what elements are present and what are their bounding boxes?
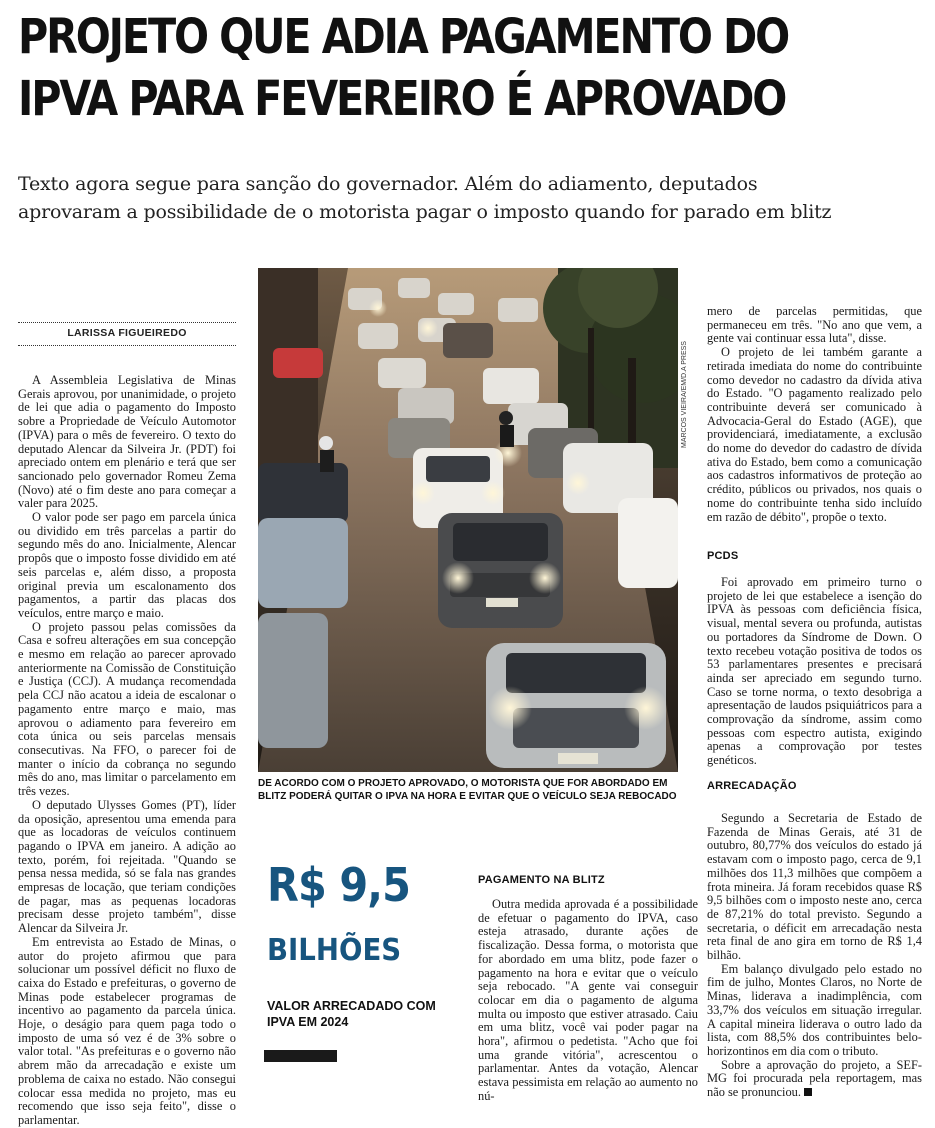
end-of-article-mark xyxy=(804,1088,812,1096)
stat-amount: R$ 9,5 xyxy=(267,858,411,912)
subheadline-line-2: aprovaram a possibilidade de o motorista pagar o imposto quando for parado em blitz xyxy=(18,201,832,223)
subheadline xyxy=(18,170,923,226)
article-column-3-arrecadacao xyxy=(707,812,922,1100)
column3-paragraph: Em balanço divulgado pelo estado no fim de julho, Montes Claros, no Norte de Minas, liderava a inadimplência, com 33,7% dos veículos em situação irregular. A capital mineira liderava o outro lado da lista, com 88,5% dos contribuintes belo-horizontinos em dia com o tributo. xyxy=(707,961,922,1058)
photo-caption: DE ACORDO COM O PROJETO APROVADO, O MOTORISTA QUE FOR ABORDADO EM BLITZ PODERÁ QUITAR O IPVA NA HORA E EVITAR QUE O VEÍCULO SEJA REBOCADO xyxy=(258,778,677,802)
byline-rule-top xyxy=(18,322,236,323)
article-column-1 xyxy=(18,374,236,1128)
column3-paragraph xyxy=(707,1059,922,1100)
byline-rule-bottom xyxy=(18,345,236,346)
column3-paragraph: O projeto de lei também garante a retirada imediata do nome do contribuinte como devedor no cadastro da dívida ativa do Estado. "O pagamento realizado pelo contribuinte deverá ser comunicado à Advocacia-Geral do Estado (AGE), que providenciará, imediatamente, a exclusão do nome do devedor do cadastro de dívida ativa do Estado, bem como a comunicação aos cadastros informativos de proteção ao crédito, públicos ou privados, nos quais o nome do contribuinte tenha sido incluído em razão de débito", propõe o texto. xyxy=(707,345,922,524)
stat-label: VALOR ARRECADADO COM IPVA EM 2024 xyxy=(267,999,436,1029)
headline-line-1: PROJETO QUE ADIA PAGAMENTO DO xyxy=(18,9,789,65)
column3-paragraph: Segundo a Secretaria de Estado de Fazenda de Minas Gerais, até 31 de outubro, 80,77% dos veículos do estado já estavam com o imposto pago, cerca de 9,1 milhões dos 11,3 milhões que compõem a frota mineira. Já foram recebidos quase R$ 9,5 bilhões com o imposto neste ano, cerca de 87,21% do total previsto. Segundo a secretaria, o déficit em arrecadação nesta reta final de ano gira em torno de R$ 1,4 bilhão. xyxy=(707,811,922,963)
column2-paragraph: Outra medida aprovada é a possibilidade de efetuar o pagamento do IPVA, caso esteja atrasado, durante ações de fiscalização. Dessa forma, o motorista que for abordado em uma blitz, pode fazer o pagamento na hora e evitar que o veículo seja rebocado. "A gente vai conseguir colocar em dia o pagamento de alguma multa ou imposto que estiver atrasado. Caiu em uma blitz, você vai poder pagar na hora", afirmou o pedetista. "Acho que foi uma grande vitória", acrescentou o parlamentar. Antes da votação, Alencar estava pessimista em relação ao aumento no nú- xyxy=(478,897,698,1103)
column1-paragraph: A Assembleia Legislativa de Minas Gerais aprovou, por unanimidade, o projeto de lei que adia o pagamento do Imposto sobre a Propriedade de Veículo Automotor (IPVA) para o mês de fevereiro. O texto do deputado Alencar da Silveira Jr. (PDT) foi apreciado ontem em plenário e terá que ser sancionado pelo governador Romeu Zema (Novo) até o fim deste ano para começar a valer para 2025. xyxy=(18,373,236,511)
stat-unit: BILHÕES xyxy=(267,933,402,968)
traffic-photo xyxy=(258,268,678,772)
section-heading-arrecadacao: ARRECADAÇÃO xyxy=(707,780,797,792)
subheadline-line-1: Texto agora segue para sanção do governador. Além do adiamento, deputados xyxy=(18,173,758,195)
article-column-3-pcds xyxy=(707,576,922,768)
column3-paragraph: mero de parcelas permitidas, que permaneceu em três. "No ano que vem, a gente vai continuar essa luta", disse. xyxy=(707,304,922,346)
photo-credit: MARCOS VIEIRA/EM/D.A PRESS xyxy=(681,341,688,448)
traffic-photo-illustration xyxy=(258,268,678,772)
section-heading-pcds: PCDS xyxy=(707,550,739,562)
column3-closing-text: Sobre a aprovação do projeto, a SEF-MG foi procurada pela reportagem, mas não se pronunciou. xyxy=(707,1057,922,1100)
article-column-3-top xyxy=(707,305,922,524)
column1-paragraph: O deputado Ulysses Gomes (PT), líder da oposição, apresentou uma emenda para que as locadoras de veículos continuem pagando o IPVA em janeiro. A adição ao texto, porém, foi rejeitada. "Quando se pensa nessa medida, só se fala nas grandes empresas de locação, que teriam condições de pagar, mas as pequenas locadoras precisam desse projeto também", disse Alencar da Silveira Jr. xyxy=(18,797,236,936)
stat-decorative-bar xyxy=(264,1050,337,1062)
section-heading-pagamento-na-blitz: PAGAMENTO NA BLITZ xyxy=(478,874,605,886)
column3-paragraph: Foi aprovado em primeiro turno o projeto de lei que estabelece a isenção do IPVA às pessoas com deficiência física, visual, mental severa ou profunda, autistas ou portadores da Síndrome de Down. O texto recebeu votação positiva de todos os 53 parlamentares presentes e precisará ainda ser apreciado em segundo turno. Caso se torne norma, o texto desobriga a apresentação de laudos psiquiátricos para a comprovação da síndrome, assim como pessoas com espectro autista, exigindo apenas a comprovação por testes genéticos. xyxy=(707,575,922,768)
headline-line-2: IPVA PARA FEVEREIRO É APROVADO xyxy=(18,71,786,127)
column1-paragraph: Em entrevista ao Estado de Minas, o autor do projeto afirmou que para solucionar um possível déficit no fluxo de caixa do Estado e prefeituras, o governo de Minas pode estabelecer programas de incentivo ao pagamento da parcela única. Hoje, o deságio para quem paga todo o imposto de uma só vez é de 3% sobre o valor total. "As prefeituras e o governo não abrem mão da arrecadação e existe um problema de caixa no estado. Não consegui colocar essa medida no projeto, mas eu recomendo que isso seja feito", disse o parlamentar. xyxy=(18,934,236,1127)
byline: LARISSA FIGUEIREDO xyxy=(67,327,187,339)
headline xyxy=(18,6,796,130)
column1-paragraph: O projeto passou pelas comissões da Casa e sofreu alterações em sua concepção e mesmo em relação ao parecer aprovado anteriormente na Comissão de Constituição e Justiça (CCJ). A mudança recomendada pela CCJ não acatou a ideia de escalonar o pagamento entre março e maio, mas aprovou o adiamento para fevereiro em cota única ou seis parcelas mensais consecutivas. Na FFO, o parecer foi de manter o início da cobrança no segundo mês do ano, mas limitar o parcelamento em três vezes. xyxy=(18,619,236,799)
column1-paragraph: O valor pode ser pago em parcela única ou dividido em três parcelas a partir do segundo mês do ano. Inicialmente, Alencar propôs que o imposto fosse dividido em até seis parcelas e, além disso, a proposta original previa um escalonamento dos pagamentos, a partir das placas dos veículos, entre março e maio. xyxy=(18,510,236,620)
article-column-2 xyxy=(478,898,698,1104)
